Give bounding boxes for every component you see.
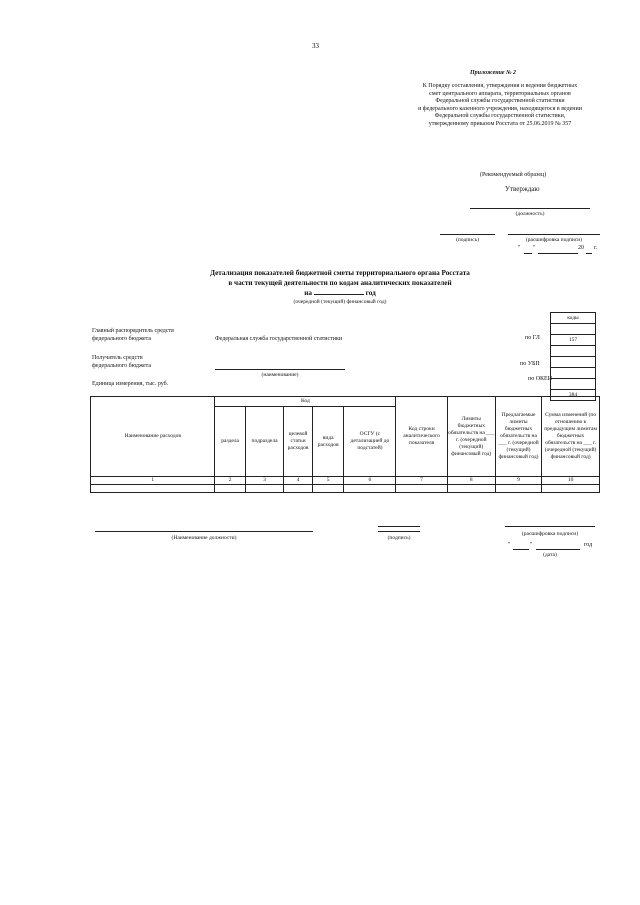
col-subsection-header: подраздела [245, 407, 283, 477]
column-number: 8 [447, 477, 495, 485]
footer-signature-line-top [378, 526, 420, 527]
col-analytic-header: Код строки аналитического показателя [396, 397, 447, 477]
footer-signature-line [378, 531, 420, 532]
appendix-line: К Порядку составления, утверждения и ведения бюджетных [422, 83, 578, 89]
footer-signature-label: (подпись) [387, 535, 411, 541]
date-quote-close: " [533, 245, 536, 251]
footer-position-line [95, 531, 313, 532]
col-osgu-header: ОСГУ (с детализацией до подстатей) [344, 407, 396, 477]
col-planned-header: Предлагаемые лимиты бюджетных обязательств на ___ г. (очередной (текущий) финансовый год) [495, 397, 541, 477]
footer-date-label: (дата) [543, 552, 557, 558]
table-cell [447, 485, 495, 493]
appendix-line: смет центрального аппарата, территориальных органов [429, 90, 571, 97]
column-number: 5 [312, 477, 344, 485]
recipient-code-label: по УБП [520, 361, 540, 367]
gbrs-code-label: по ГЛ [525, 335, 540, 341]
footer-decoding-line [505, 526, 595, 527]
month-line [538, 253, 578, 254]
title-year: год [365, 289, 376, 297]
table-cell [91, 485, 215, 493]
year-suffix: г. [594, 245, 598, 251]
title-on: на [304, 289, 313, 297]
column-number: 4 [284, 477, 313, 485]
codes-table [550, 312, 596, 401]
footer-year-label: год [584, 542, 593, 548]
footer-date-quote-open: " [508, 542, 511, 548]
code-group-header: Код [215, 397, 396, 407]
year-prefix: 20 [578, 245, 584, 251]
column-number: 9 [495, 477, 541, 485]
approve-label: Утверждаю [505, 185, 540, 193]
column-number: 2 [215, 477, 245, 485]
page-number: 33 [312, 42, 319, 50]
code-cell-empty [551, 324, 596, 335]
title-line-1: Детализация показателей бюджетной сметы территориального органа Росстата [210, 269, 470, 277]
decoding-line [508, 234, 600, 235]
table-cell [542, 485, 600, 493]
col-article-header: целевой статьи расходов [284, 407, 313, 477]
footer-day-line [513, 549, 529, 550]
year-line [586, 253, 592, 254]
recipient-line [215, 369, 345, 370]
table-cell [344, 485, 396, 493]
title-sublabel: (очередной (текущий) финансовый год) [293, 299, 387, 305]
main-table [90, 396, 600, 493]
footer-month-line [536, 549, 580, 550]
unit-label: Единица измерения, тыс. руб. [92, 381, 169, 387]
column-number: 3 [245, 477, 283, 485]
appendix-line: и федерального казенного учреждения, находящегося в ведении [418, 105, 582, 112]
footer-position-label: (Наименование должности) [171, 535, 237, 541]
code-cell-empty [551, 379, 596, 390]
table-cell [396, 485, 447, 493]
gbrs-value: Федеральная служба государственной статистики [215, 336, 343, 342]
decoding-label: (расшифровка подписи) [525, 237, 583, 243]
gbrs-label-2: федерального бюджета [92, 335, 152, 342]
recipient-label-2: федерального бюджета [92, 362, 152, 369]
table-cell [495, 485, 541, 493]
code-cell-empty [551, 346, 596, 357]
title-year-blank [314, 294, 364, 295]
col-change-header: Сумма изменений (по отношению к предыдущим лимитам бюджетных обязательств на ___ г. (очередной (текущий) финансовый год) [542, 397, 600, 477]
gbrs-label-1: Главный распорядитель средств [92, 328, 174, 334]
col-name-header: Наименование расходов [91, 397, 215, 477]
signature-line [440, 234, 495, 235]
gbrs-code: 157 [551, 335, 596, 346]
title-line-2: в части текущей деятельности по кодам аналитических показателей [228, 279, 452, 287]
appendix-line: Федеральной службы государственной статистики, [434, 113, 566, 119]
table-cell [245, 485, 283, 493]
okei-code: 384 [551, 390, 596, 401]
appendix-title: Приложение № 2 [470, 70, 517, 76]
appendix-line: Федеральной службы государственной статистики [435, 98, 565, 104]
appendix-line: утвержденному приказом Росстата от 25.06.2019 № 357 [428, 120, 572, 127]
column-number: 7 [396, 477, 447, 485]
position-line [470, 208, 590, 209]
recipient-label [92, 355, 151, 370]
table-cell [312, 485, 344, 493]
recipient-sublabel: (наименование) [261, 372, 299, 378]
appendix-text [380, 83, 620, 128]
column-number: 6 [344, 477, 396, 485]
signature-label: (подпись) [456, 237, 479, 243]
col-section-header: раздела [215, 407, 245, 477]
footer-date-quote-close: " [530, 542, 533, 548]
footer-decoding-label: (расшифровка подписи) [521, 531, 579, 537]
gbrs-label [92, 328, 174, 343]
table-cell [284, 485, 313, 493]
title-line-3 [150, 288, 530, 298]
column-number: 10 [542, 477, 600, 485]
table-cell [215, 485, 245, 493]
date-quote-open: " [518, 245, 521, 251]
recipient-code [551, 368, 596, 379]
position-label: (должность) [515, 211, 545, 217]
day-line [524, 253, 532, 254]
code-cell-empty [551, 357, 596, 368]
okei-label: по ОКЕИ [528, 376, 553, 382]
document-title [150, 268, 530, 298]
column-number: 1 [91, 477, 215, 485]
col-type-header: вида расходов [312, 407, 344, 477]
codes-header: коды [551, 313, 596, 324]
recommended-sample: (Рекомендуемый образец) [480, 172, 547, 178]
recipient-label-1: Получатель средств [92, 355, 143, 361]
col-limits-header: Лимиты бюджетных обязательств на ___ г. (очередной (текущий) финансовый год) [447, 397, 495, 477]
